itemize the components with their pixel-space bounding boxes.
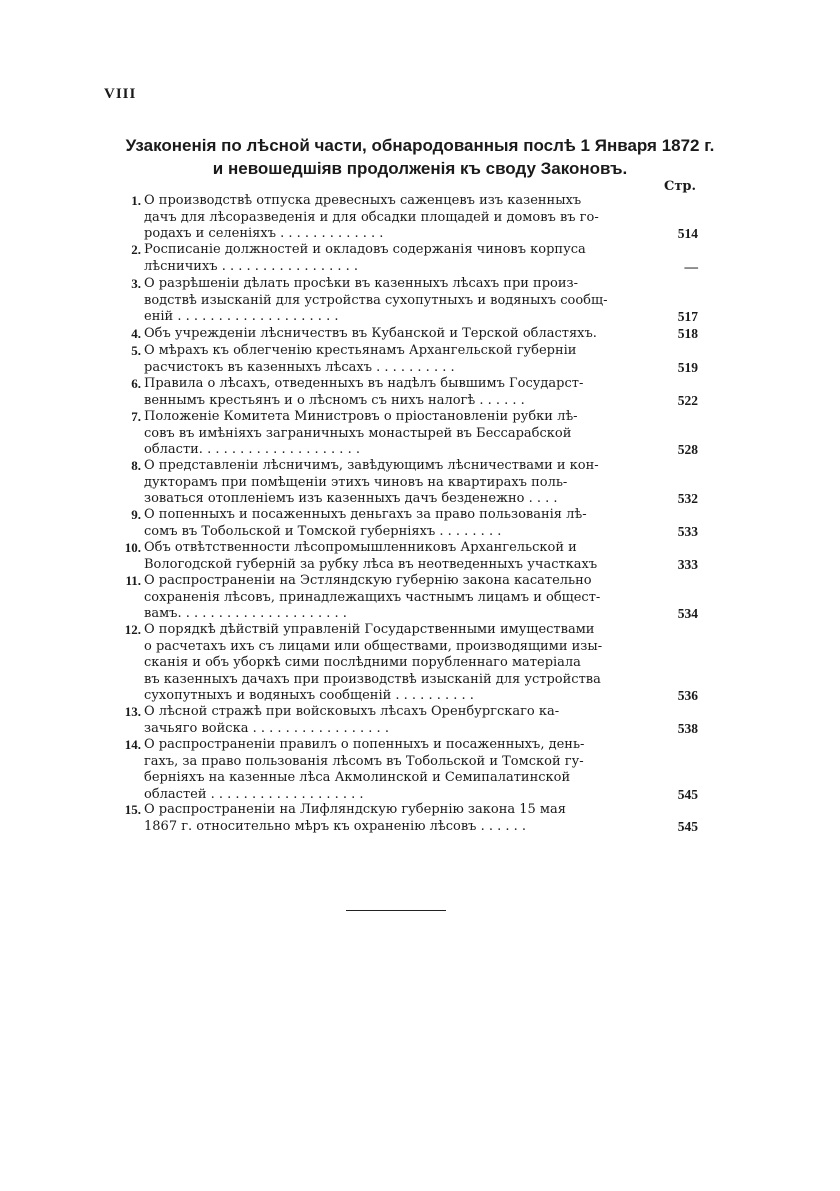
entry-text-line: О разрѣшеніи дѣлать просѣки въ казенныхъ лѣсахъ при произ- xyxy=(144,276,579,291)
entry-page-ref: 532 xyxy=(677,491,698,506)
entry-text-line: гахъ, за право пользованія лѣсомъ въ Тобольской и Томской гу- xyxy=(144,753,584,769)
entry-number: 5. xyxy=(131,343,141,358)
entry-number: 2. xyxy=(131,242,141,257)
entry-page-ref: 538 xyxy=(677,720,698,736)
entry-page-ref: 519 xyxy=(677,359,698,375)
entry-text-line: водствѣ изысканій для устройства сухопутныхъ и водяныхъ сообщ- xyxy=(144,292,608,308)
entry-text-line: Объ учрежденіи лѣсничествъ въ Кубанской и Терской областяхъ. xyxy=(144,326,597,341)
entry-text-line: зоваться отопленіемъ изъ казенныхъ дачъ безденежно . . . . xyxy=(144,491,558,506)
entry-text-line: О порядкѣ дѣйствій управленій Государственными имуществами xyxy=(144,622,595,637)
entry-text xyxy=(144,409,642,459)
entry-text xyxy=(144,343,642,376)
entry-page-ref: 534 xyxy=(677,606,698,621)
document-title: Узаконенія по лѣсной части, обнародованныя послѣ 1 Января 1872 г. xyxy=(125,136,715,155)
entry-text-line: о расчетахъ ихъ съ лицами или обществами, производящими изы- xyxy=(144,638,603,654)
entry-text-line: О распространеніи правилъ о попенныхъ и посаженныхъ, день- xyxy=(144,737,585,752)
entry-number: 1. xyxy=(131,193,141,208)
entry-text-line: родахъ и селеніяхъ . . . . . . . . . . . . . xyxy=(144,226,384,241)
entry-number: 4. xyxy=(131,326,141,341)
entry-page-ref: — xyxy=(684,258,698,274)
entry-text-line: О попенныхъ и посаженныхъ деньгахъ за право пользованія лѣ- xyxy=(144,507,587,522)
entry-text xyxy=(144,737,642,803)
entry-page-ref: 545 xyxy=(677,818,698,834)
entry-page-ref: 518 xyxy=(677,326,698,341)
entry-text-line: сухопутныхъ и водяныхъ сообщеній . . . . . . . . . . xyxy=(144,688,474,703)
page-column-label: Стр. xyxy=(664,179,697,194)
entry-number: 12. xyxy=(124,622,141,637)
entry-text xyxy=(144,704,642,737)
entry-text xyxy=(144,193,642,243)
entry-page-ref: 333 xyxy=(677,556,698,572)
entry-text-line: Правила о лѣсахъ, отведенныхъ въ надѣлъ бывшимъ Государст- xyxy=(144,376,584,391)
entry-text-line: расчистокъ въ казенныхъ лѣсахъ . . . . . . . . . . xyxy=(144,359,455,375)
entry-text-line: берніяхъ на казенные лѣса Акмолинской и Семипалатинской xyxy=(144,770,571,785)
entry-text xyxy=(144,326,642,343)
entry-text xyxy=(144,573,642,623)
entry-number: 6. xyxy=(131,376,141,391)
entry-text-line: О распространеніи на Лифляндскую губернію закона 15 мая xyxy=(144,802,566,817)
entry-text-line: сохраненія лѣсовъ, принадлежащихъ частнымъ лицамъ и общест- xyxy=(144,589,601,605)
entry-text-line: О мѣрахъ къ облегченію крестьянамъ Архангельской губерніи xyxy=(144,343,577,358)
entry-text-line: еній . . . . . . . . . . . . . . . . . . . . xyxy=(144,309,339,324)
entry-number: 10. xyxy=(124,540,141,555)
entry-number: 8. xyxy=(131,458,141,473)
entry-text-line: дукторамъ при помѣщеніи этихъ чиновъ на квартирахъ поль- xyxy=(144,474,568,490)
entry-text-line: въ казенныхъ дачахъ при производствѣ изысканій для устройства xyxy=(144,671,601,687)
entry-number: 9. xyxy=(131,507,141,522)
entry-page-ref: 528 xyxy=(677,442,698,457)
entry-text-line: 1867 г. относительно мѣръ къ охраненію лѣсовъ . . . . . . xyxy=(144,818,527,834)
entry-text-line: сомъ въ Тобольской и Томской губерніяхъ . . . . . . . . xyxy=(144,523,502,539)
entry-text-line: зачьяго войска . . . . . . . . . . . . . . . . . xyxy=(144,720,389,736)
entry-text-line: Вологодской губерній за рубку лѣса въ неотведенныхъ участкахъ xyxy=(144,556,598,572)
entry-number: 15. xyxy=(124,802,141,817)
entry-text xyxy=(144,376,642,409)
entry-text-line: совъ въ имѣніяхъ заграничныхъ монастырей въ Бессарабской xyxy=(144,425,572,441)
entry-text xyxy=(144,507,642,540)
entry-text xyxy=(144,458,642,508)
entry-page-ref: 522 xyxy=(677,392,698,408)
entry-text xyxy=(144,242,642,275)
entry-text-line: лѣсничихъ . . . . . . . . . . . . . . . . . xyxy=(144,258,359,274)
entry-number: 3. xyxy=(131,276,141,291)
entry-text-line: сканія и объ уборкѣ сими послѣдними порубленнаго матеріала xyxy=(144,655,581,670)
entry-text-line: Положеніе Комитета Министровъ о пріостановленіи рубки лѣ- xyxy=(144,409,578,424)
closing-rule xyxy=(346,910,446,911)
entry-page-ref: 545 xyxy=(677,786,698,802)
entry-text-line: Росписаніе должностей и окладовъ содержанія чиновъ корпуса xyxy=(144,242,586,257)
entry-text-line: Объ отвѣтственности лѣсопромышленниковъ Архангельской и xyxy=(144,540,577,555)
entry-text-line: О лѣсной стражѣ при войсковыхъ лѣсахъ Оренбургскаго ка- xyxy=(144,704,560,719)
entry-text-line: области. . . . . . . . . . . . . . . . . . . . xyxy=(144,442,360,457)
entry-text-line: вамъ. . . . . . . . . . . . . . . . . . . . . xyxy=(144,606,347,621)
entry-text-line: О представленіи лѣсничимъ, завѣдующимъ лѣсничествами и кон- xyxy=(144,458,599,473)
entry-text-line: О распространеніи на Эстляндскую губернію закона касательно xyxy=(144,573,592,588)
entry-text xyxy=(144,540,642,573)
entry-page-ref: 536 xyxy=(677,688,698,703)
entry-number: 7. xyxy=(131,409,141,424)
entry-page-ref: 514 xyxy=(677,226,698,241)
entry-text-line: веннымъ крестьянъ и о лѣсномъ съ нихъ налогѣ . . . . . . xyxy=(144,392,525,408)
entry-text-line: областей . . . . . . . . . . . . . . . . . . . xyxy=(144,786,364,802)
document-subtitle: и невошедшіяв продолженія къ своду Законовъ. xyxy=(212,159,628,178)
entry-number: 14. xyxy=(124,737,141,752)
entry-text-line: дачъ для лѣсоразведенія и для обсадки площадей и домовъ въ го- xyxy=(144,209,599,225)
page-number: VIII xyxy=(104,86,137,102)
entry-text xyxy=(144,802,642,835)
entry-text-line: О производствѣ отпуска древесныхъ саженцевъ изъ казенныхъ xyxy=(144,193,582,208)
entry-text xyxy=(144,276,642,326)
entry-page-ref: 517 xyxy=(677,309,698,324)
entry-number: 11. xyxy=(125,573,141,588)
entry-text xyxy=(144,622,642,705)
entry-page-ref: 533 xyxy=(677,523,698,539)
entry-number: 13. xyxy=(124,704,141,719)
